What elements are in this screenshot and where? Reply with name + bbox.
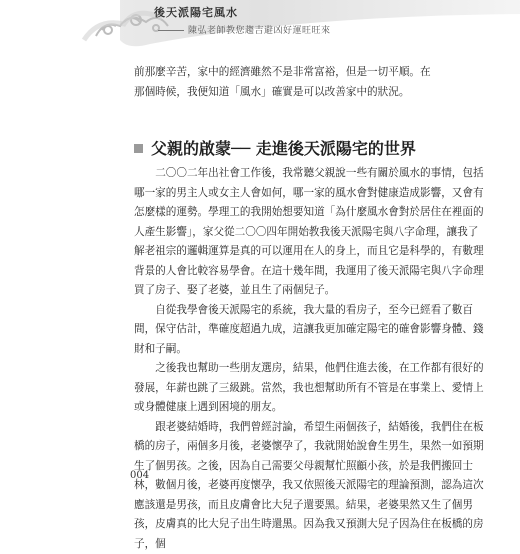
book-subtitle (158, 23, 331, 36)
subtitle-dash (158, 30, 184, 31)
intro-line: 那個時候，我便知道「風水」確實是可以改善家中的狀況。 (134, 83, 484, 103)
header-decoration (0, 0, 520, 60)
body-paragraph: 自從我學會後天派陽宅的系統，我大量的看房子，至今已經看了數百間，保守估計，準確度超過九成，這讓我更加確定陽宅的確會影響身體、錢財和子嗣。 (134, 301, 484, 360)
page-number: 004 (130, 470, 149, 481)
section-heading (134, 136, 494, 159)
body-paragraph: 二〇〇二年出社會工作後，我常聽父親說一些有關於風水的事情，包括哪一家的男主人或女主人會如何，哪一家的風水會對健康造成影響，又會有怎麼樣的運勢。學理工的我開始想要知道「為什麼風水會對於居住在裡面的人產生影響」，家父從二〇〇四年開始教我後天派陽宅與八字命理，讓我了解老祖宗的邏輯運算是真的可以運用在人的身上，而且它是科學的，有數理背景的人會比較容易學會。在這十幾年間，我運用了後天派陽宅與八字命理買了房子、娶了老婆，並且生了兩個兒子。 (134, 164, 484, 301)
body-paragraph: 跟老婆結婚時，我們曾經討論，希望生兩個孩子，結婚後，我們住在板橋的房子，兩個多月後，老婆懷孕了，我就開始說會生男生，果然一如預期生了個男孩。之後，因為自己需要父母親幫忙照顧小孩，於是我們搬回士林，數個月後，老婆再度懷孕，我又依照後天派陽宅的理論預測，認為這次應該還是男孩，而且皮膚會比大兒子還要黑。結果，老婆果然又生了個男孩，皮膚真的比大兒子出生時還黑。因為我又預測大兒子因為住在板橋的房子，個 (134, 418, 484, 554)
body-paragraph: 之後我也幫助一些朋友選房，結果，他們住進去後，在工作都有很好的發展，年薪也跳了三級跳。當然，我也想幫助所有不管是在事業上、愛情上或身體健康上遇到困境的朋友。 (134, 359, 484, 418)
intro-paragraph (134, 63, 484, 102)
book-subtitle-text: 陳弘老師教您趨吉避凶好運旺旺來 (188, 26, 331, 36)
square-bullet-icon (134, 144, 143, 153)
main-body (134, 164, 484, 554)
book-title: 後天派陽宅風水 (154, 4, 238, 20)
section-heading-text: 父親的啟蒙── 走進後天派陽宅的世界 (151, 136, 416, 159)
intro-line: 前那麼辛苦，家中的經濟雖然不是非常富裕，但是一切平順。在 (134, 63, 484, 83)
